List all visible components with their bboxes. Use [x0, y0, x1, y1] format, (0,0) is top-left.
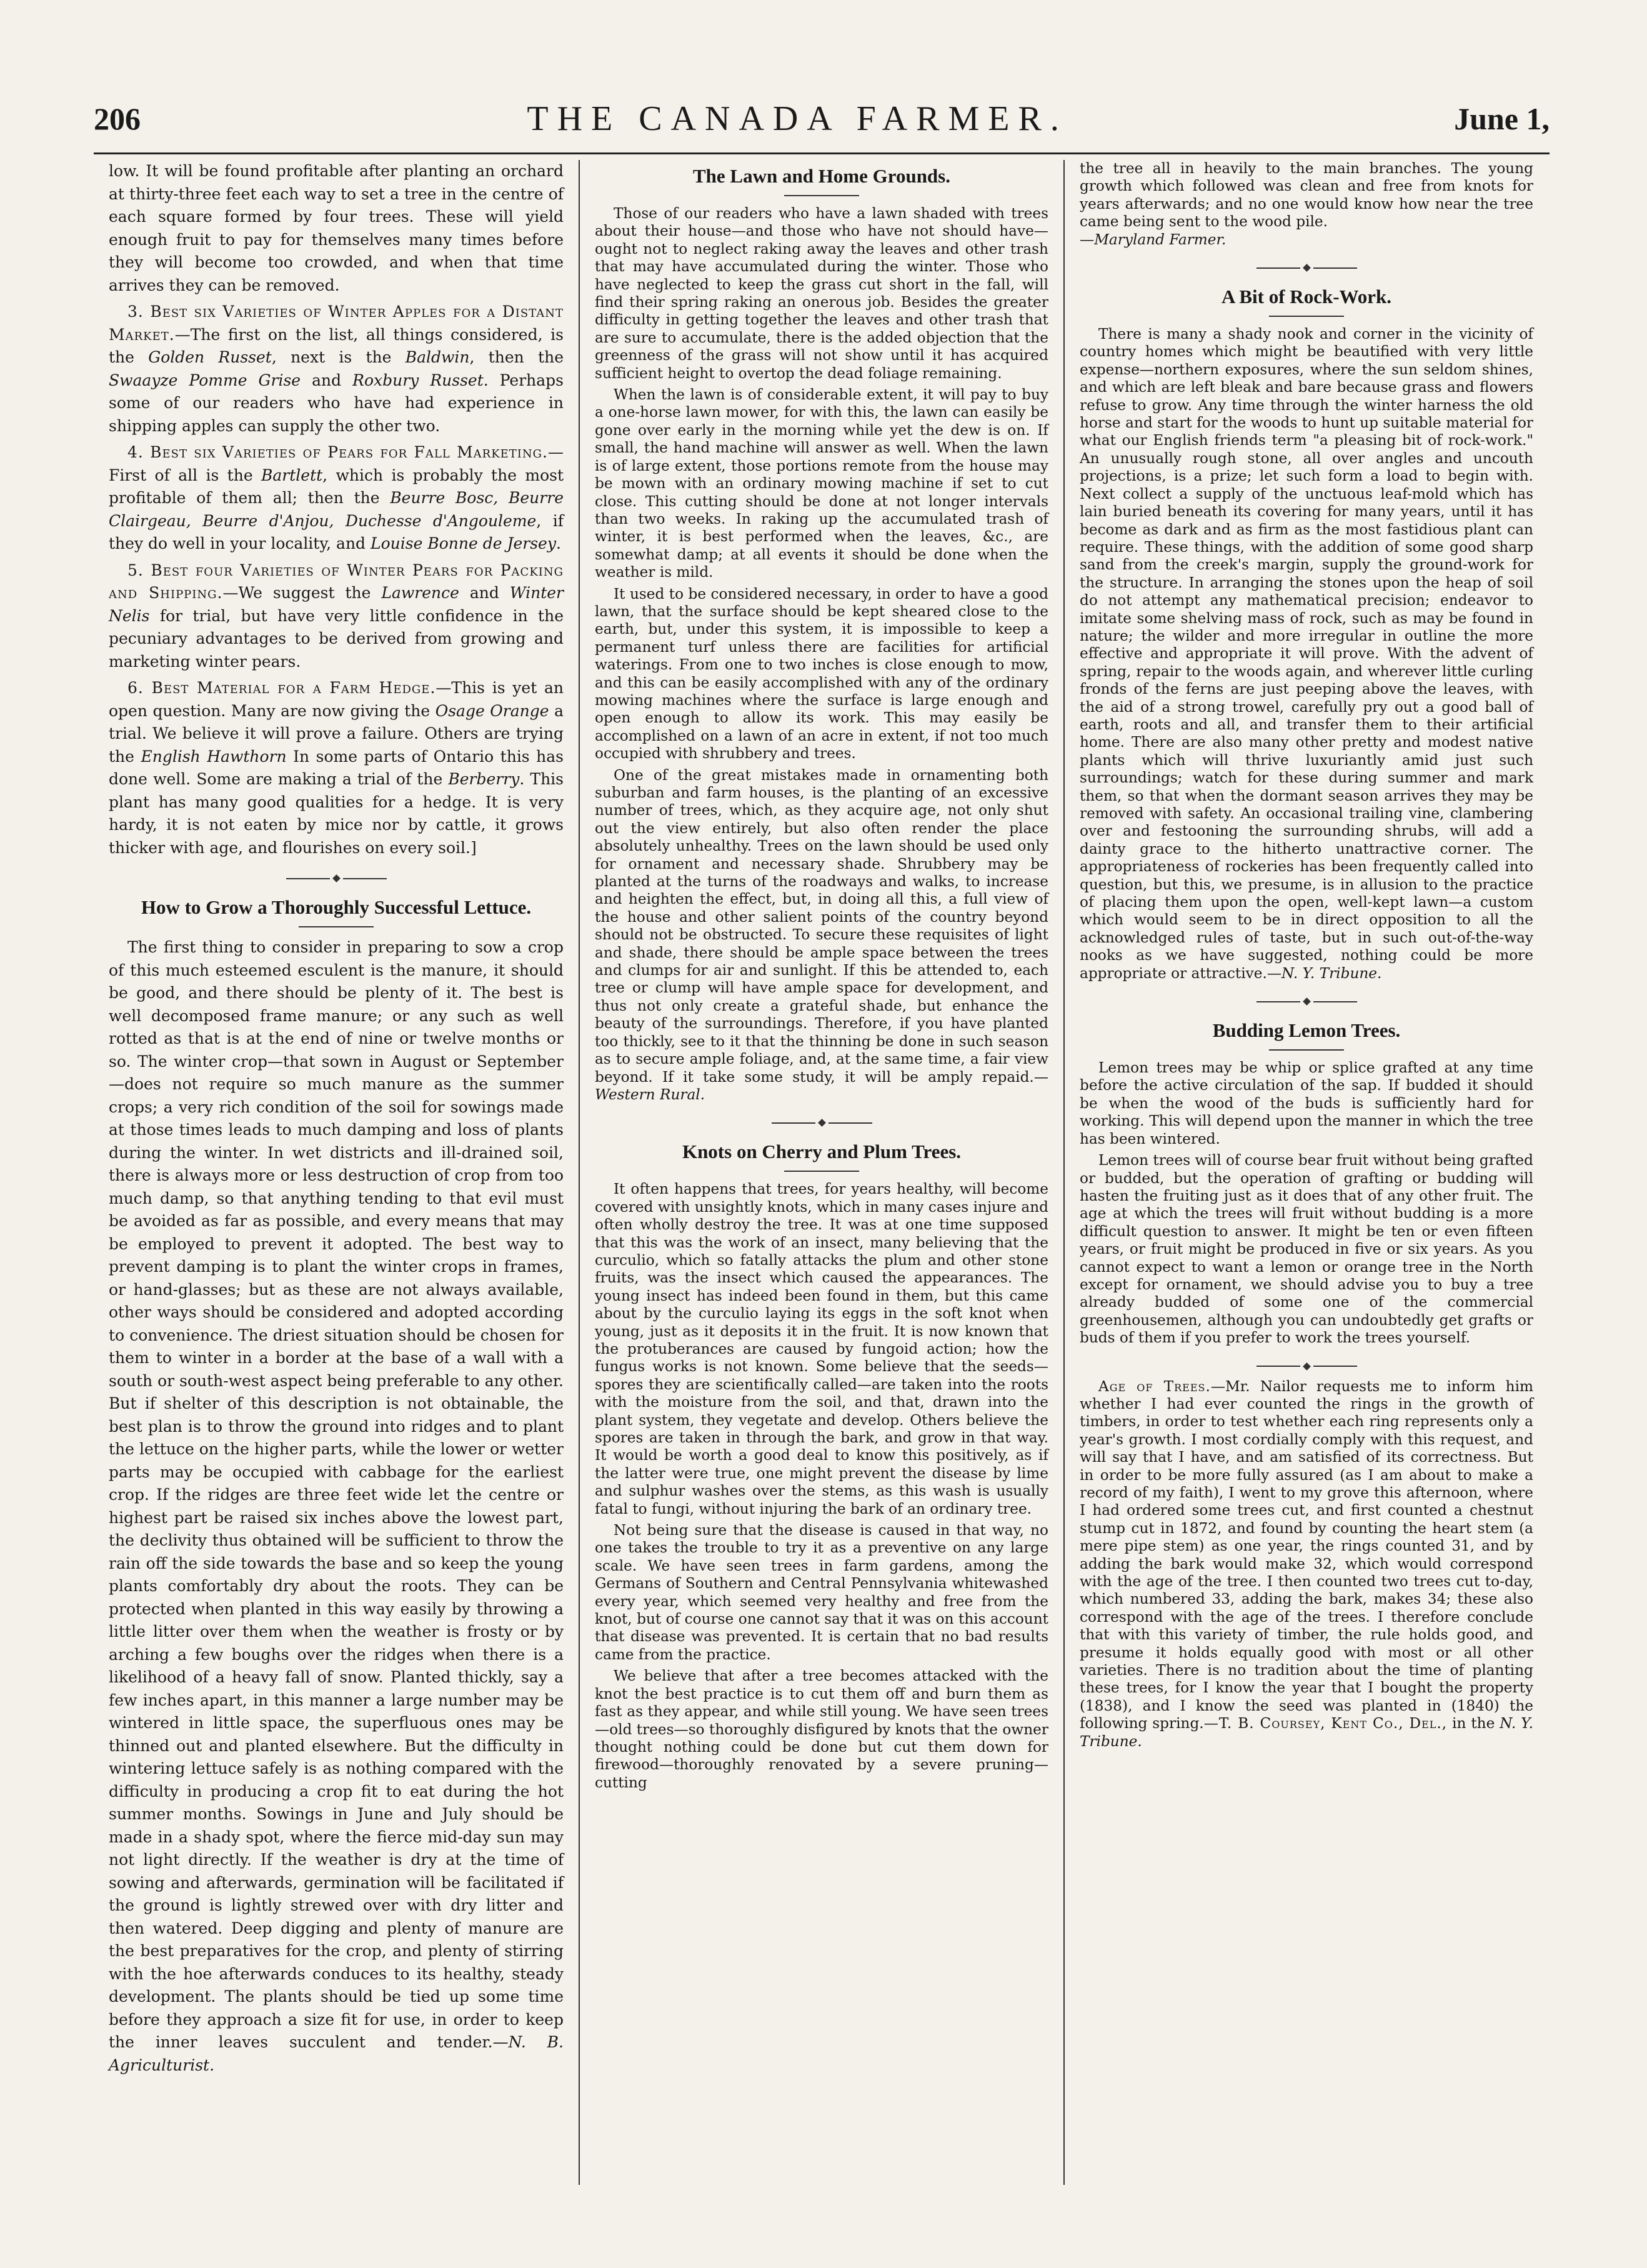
section-divider — [1080, 1364, 1533, 1369]
item-5: 5. Best four Varieties of Winter Pears for Packing and Shipping.—We suggest the Lawrence and Winter Nelis for trial, but have very little confidence in the pecuniary advantages to be derived from growing and marketing winter pears. — [109, 561, 564, 671]
age-source: N. Y. Tribune. — [1080, 1715, 1533, 1750]
item-4: 4. Best six Varieties of Pears for Fall Marketing.—First of all is the Bartlett, which is probably the most profitable of them all; then the Beurre Bosc, Beurre Clairgeau, Beurre d'Anjou, Duchesse d'Angouleme, if they do well in your locality, and Louise Bonne de Jersey. — [109, 443, 564, 552]
section-divider — [109, 876, 564, 881]
lemon-paragraph-2: Lemon trees will of course bear fruit without being grafted or budded, but the operation of grafting or budding will hasten the fruiting just as it does that of any other fruit. The age at which the trees will fruit without budding is a more difficult question to answer. It might be ten or even fifteen years, or fruit might be produced in five or six years. As you cannot expect to want a lemon or orange tree in the North except for ornament, we should advise you to buy a tree already budded of some one of the commercial greenhousemen, although you can undoubtedly get grafts or buds of them if you prefer to work the trees yourself. — [1080, 1152, 1533, 1347]
lemon-article-title: Budding Lemon Trees. — [1212, 1019, 1401, 1042]
lemon-paragraph-1: Lemon trees may be whip or splice grafted at any time before the active circulation of the sap. If budded it should be when the wood of the buds is sufficiently hard for working. This will depend upon the manner in which the tree has been wintered. — [1080, 1059, 1533, 1147]
item-3: 3. Best six Varieties of Winter Apples for a Distant Market.—The first on the list, all things considered, is the Golden Russet, next is the Baldwin, then the Swaayze Pomme Grise and Roxbury Russet. Perhaps some of our readers who have had experience in shipping apples can supply the other two. — [109, 302, 564, 435]
knots-continuation: the tree all in heavily to the main branches. The young growth which followed was clean and free from knots for years afterwards; and no one would know how near the tree came being sent to the wood pile. —Maryland Farmer. — [1080, 160, 1533, 248]
title-rule — [784, 1171, 859, 1172]
lawn-paragraph-4: One of the great mistakes made in ornamenting both suburban and farm houses, is the planting of an excessive number of trees, which, as they acquire age, not only shut out the view entirely, but also often render the place absolutely unhealthy. Trees on the lawn should be used only for ornament and necessary shade. Shrubbery may be planted at the turns of the roadways and walks, to increase and heighten the effect, but, in doing all this, a full view of the house and other salient points of the country beyond should not be obstructed. To secure these requisites of light and shade, there should be ample space between the trees and clumps for air and sunlight. If this be attended to, each tree or clump will have ample space for development, and thus not only create a grateful shade, but enhance the beauty of the surroundings. Therefore, if you have planted too thickly, see to it that the thinning be done in such season as to secure ample foliage, and, at the same time, a fair view beyond. If it take some study, it will be amply repaid.—Western Rural. — [595, 766, 1048, 1103]
rock-source: —N. Y. Tribune. — [1266, 964, 1382, 982]
knots-article-title: Knots on Cherry and Plum Trees. — [682, 1141, 962, 1163]
rock-paragraph: There is many a shady nook and corner in the vicinity of country homes which might be beautified with very little expense—northern exposures, where the sun seldom shines, and which are left bleak and bare because grass and flowers refuse to grow. Any time through the winter harness the old horse and start for the woods to hunt up suitable material for what our English friends term "a pleasing bit of rock-work." An unusually rough stone, all over angles and uncouth projections, is a prize; let such form a load to begin with. Next collect a supply of the unctuous leaf-mold which has lain buried beneath its covering for many years, until it has become as dark and as firm as the most fastidious plant can require. These things, with the addition of some good sharp sand from the creek's margin, supply the ground-work for the structure. In arranging the stones upon the heap of soil do not attempt any mathematical precision; endeavor to imitate some shelving mass of rock, such as may be found in nature; the wilder and more irregular in outline the more effective and appropriate it will prove. With the advent of spring, repair to the woods again, and wherever little curling fronds of the ferns are just peeping above the leaves, with the aid of a strong trowel, carefully pry out a good ball of earth, roots and all, and transfer them to their artificial home. There are also many other pretty and modest native plants which will thrive luxuriantly amid just such surroundings; watch for these during summer and mark them, so that when the dormant season arrives they may be removed with safety. An occasional trailing vine, clambering over and festooning the surrounding shrubs, will add a dainty grace to the hitherto unattractive corner. The appropriateness of rockeries has been frequently called into question, but this, we presume, is in allusion to the practice of placing them upon the open, well-kept lawn—a custom which would seem to be in direct opposition to all the acknowledged rules of taste, but in such out-of-the-way nooks as we have suggested, nothing could be more appropriate or attractive.—N. Y. Tribune. — [1080, 326, 1533, 982]
age-signature: —T. B. Coursey, Kent Co., Del., — [1203, 1715, 1448, 1732]
issue-date: June 1, — [1454, 101, 1550, 136]
lettuce-source: —N. B. Agriculturist. — [109, 2033, 564, 2074]
lettuce-article-title: How to Grow a Thoroughly Successful Lettuce. — [141, 896, 532, 918]
lawn-paragraph-2: When the lawn is of considerable extent, it will pay to buy a one-horse lawn mower, for with this, the lawn can easily be gone over early in the morning while yet the dew is on. If small, the hand machine will answer as well. When the lawn is of large extent, those portions remote from the house may be mown with an ordinary mowing machine if set to cut close. This cutting should be done at not longer intervals than two weeks. In raking up the accumulated trash of winter, it is best performed when the leaves, &c., are somewhat damp; at all events it should be done when the weather is mild. — [595, 386, 1048, 581]
item-6: 6. Best Material for a Farm Hedge.—This is yet an open question. Many are now giving the Osage Orange a trial. We believe it will prove a failure. Others are trying the English Hawthorn In some parts of Ontario this has done well. Some are making a trial of the Berberry. This plant has many good qualities for a hedge. It is very hardy, it is not eaten by mice nor by cattle, it grows thicker with age, and flourishes on every soil.] — [109, 679, 564, 857]
item-5-heading: 5. Best four Varieties of Winter Pears for Packing and Shipping. — [109, 561, 564, 602]
item-3-heading: 3. Best six Varieties of Winter Apples for a Distant Market. — [109, 302, 564, 344]
masthead-rule — [94, 152, 1550, 154]
title-rule — [1269, 1049, 1344, 1051]
masthead — [94, 94, 1550, 144]
column-2 — [579, 160, 1063, 2185]
lawn-paragraph-3: It used to be considered necessary, in order to have a good lawn, that the surface should be kept sheared close to the earth, but, under this system, it is impossible to keep a permanent turf unless there are facilities for artificial waterings. From one to two inches is close enough to mow, and this can be easily accomplished with any of the ordinary mowing machines where the surface is large enough and open enough to allow its work. This may easily be accomplished on a lawn of an acre in extent, if not too much occupied with shrubbery and trees. — [595, 585, 1048, 762]
title-rule — [1269, 316, 1344, 317]
section-divider — [1080, 999, 1533, 1004]
column-1 — [94, 160, 579, 2185]
section-divider — [1080, 265, 1533, 271]
title-rule — [784, 195, 859, 196]
lawn-paragraph-1: Those of our readers who have a lawn shaded with trees about their house—and those who have not should have—ought not to neglect raking away the leaves and other trash that may have accumulated during the winter. Those who have neglected to keep the grass cut short in the fall, will find their spring raking an onerous job. Besides the greater difficulty in getting together the leaves and other trash that are sure to accumulate, there is the added objection that the greenness of the grass will not show until it has acquired sufficient height to overtop the dead foliage remaining. — [595, 205, 1048, 382]
age-of-trees-paragraph: Age of Trees.—Mr. Nailor requests me to inform him whether I had ever counted the rings in the growth of timbers, in order to test whether each ring represents only a year's growth. I most cordially comply with this request, and will say that I have, and am satisfied of its correctness. But in order to be more fully assured (as I am about to make a record of my faith), I went to my grove this afternoon, where I had ordered some trees cut, and first counted a chestnut stump cut in 1872, and found by counting the heart stem (a mere pipe stem) as one year, the rings counted 31, and by adding the bark would make 32, which would correspond with the age of the tree. I then counted two trees cut to-day, which numbered 33, adding the bark, makes 34; these also correspond with the age of the trees. I therefore conclude that with this variety of timber, the rule holds good, and presume it holds equally good with most or all other varieties. There is no tradition about the time of planting these trees, for I know the year that I bought the property (1838), and I know the seed was planted in (1840) the following spring.—T. B. Coursey, Kent Co., Del., in the N. Y. Tribune. — [1080, 1377, 1533, 1750]
knots-paragraph-2: Not being sure that the disease is caused in that way, no one takes the trouble to try it as a preventive on any large scale. We have seen trees in farm gardens, among the Germans of Southern and Central Pennsylvania whitewashed every year, which seemed very healthy and free from the knot, but of course one cannot say that it was on this account that disease was prevented. It is certain that no bad results came from the practice. — [595, 1522, 1048, 1663]
knots-source: —Maryland Farmer. — [1080, 231, 1227, 248]
page-columns — [94, 160, 1550, 2185]
knots-paragraph-3: We believe that after a tree becomes attacked with the knot the best practice is to cut them off and burn them as fast as they appear, and while still young. We have seen trees—old trees—so thoroughly disfigured by knots that the owner thought nothing could be done but cut them down for firewood—thoroughly renovated by a severe pruning—cutting — [595, 1667, 1048, 1791]
rock-article-title: A Bit of Rock-Work. — [1221, 286, 1392, 308]
column-3 — [1063, 160, 1548, 2185]
lettuce-paragraph: The first thing to consider in preparing to sow a crop of this much esteemed esculent is the manure, it should be good, and there should be plenty of it. The best is well decomposed frame manure; or any such as well rotted as that is at the end of nine or twelve months or so. The winter crop—that sown in August or September—does not require so much manure as the summer crops; a very rich condition of the soil for sowings made at those times leads to much damping and loss of plants during the winter. In wet districts and ill-drained soil, there is always more or less destruction of crop from too much damp, so that anything tending to that evil must be avoided as far as possible, and every means that may be employed to prevent it adopted. The best way to prevent damping is to plant the winter crops in frames, or hand-glasses; but as these are not always available, other ways should be considered and adopted according to convenience. The driest situation should be chosen for them to winter in a border at the base of a wall with a south or south-west aspect being preferable to any other. But if shelter of this description is not obtainable, the best plan is to throw the ground into ridges and to plant the lettuce on the higher parts, while the lower or wetter parts may be occupied with cabbage for the earliest crop. If the ridges are three feet wide let the centre or highest part be raised six inches above the lowest part, the declivity thus obtained will be sufficient to throw the rain off the side towards the base and so keep the young plants comfortably dry about the roots. They can be protected when planted in this way easily by throwing a little litter over them when the weather is frosty or by arching a few boughs over the ridges when there is a likelihood of a heavy fall of snow. Planted thickly, say a few inches apart, in this manner a large number may be wintered in little space, the superfluous ones may be thinned out and planted elsewhere. But the difficulty in wintering lettuce safely is as nothing compared with the difficulty in producing a crop fit to eat during the hot summer months. Sowings in June and July should be made in a shady spot, where the fierce mid-day sun may not light directly. If the weather is dry at the time of sowing and afterwards, germination will be facilitated if the ground is lightly strewed over with dry litter and then watered. Deep digging and plenty of manure are the best preparatives for the crop, and plenty of stirring with the hoe afterwards conduces to its healthy, steady development. The plants should be tied up some time before they approach a size fit for use, in order to keep the inner leaves succulent and tender.—N. B. Agriculturist. — [109, 938, 564, 2074]
item-4-heading: 4. Best six Varieties of Pears for Fall Marketing. — [127, 443, 548, 461]
title-rule — [299, 926, 374, 927]
newspaper-title: THE CANADA FARMER. — [527, 99, 1068, 138]
lawn-article-title: The Lawn and Home Grounds. — [692, 165, 950, 187]
item-6-heading: 6. Best Material for a Farm Hedge. — [127, 679, 436, 697]
knots-paragraph-1: It often happens that trees, for years healthy, will become covered with unsightly knots, which in many cases injure and often wholly destroy the tree. It was at one time supposed that this was the work of an insect, many believing that the curculio, which so fatally attacks the plum and other stone fruits, was the insect which caused the appearances. The young insect has indeed been found in them, but this came about by the curculio laying its eggs in the soft knot when young, just as it deposits it in the fruit. It is now known that the protuberances are caused by fungoid action; how the fungus works is not known. Some believe that the seeds—spores they are scientifically called—are taken into the roots with the moisture from the soil, and that, drawn into the plant system, they vegetate and develop. Others believe the spores are taken in through the bark, and grow in that way. It would be worth a good deal to know this positively, as if the latter were true, one might prevent the disease by lime and sulphur washes over the stems, as this wash is usually fatal to fungi, without injuring the bark of an ordinary tree. — [595, 1181, 1048, 1517]
lawn-source: —Western Rural. — [595, 1068, 1048, 1103]
orchard-paragraph: low. It will be found profitable after planting an orchard at thirty-three feet each way to set a tree in the centre of each square formed by four trees. These will yield enough fruit to pay for themselves many times before they will become too crowded, and when that time arrives they can be removed. — [109, 162, 564, 294]
age-of-trees-heading: Age of Trees. — [1098, 1377, 1211, 1395]
section-divider — [595, 1120, 1048, 1126]
page-number: 206 — [94, 101, 141, 136]
